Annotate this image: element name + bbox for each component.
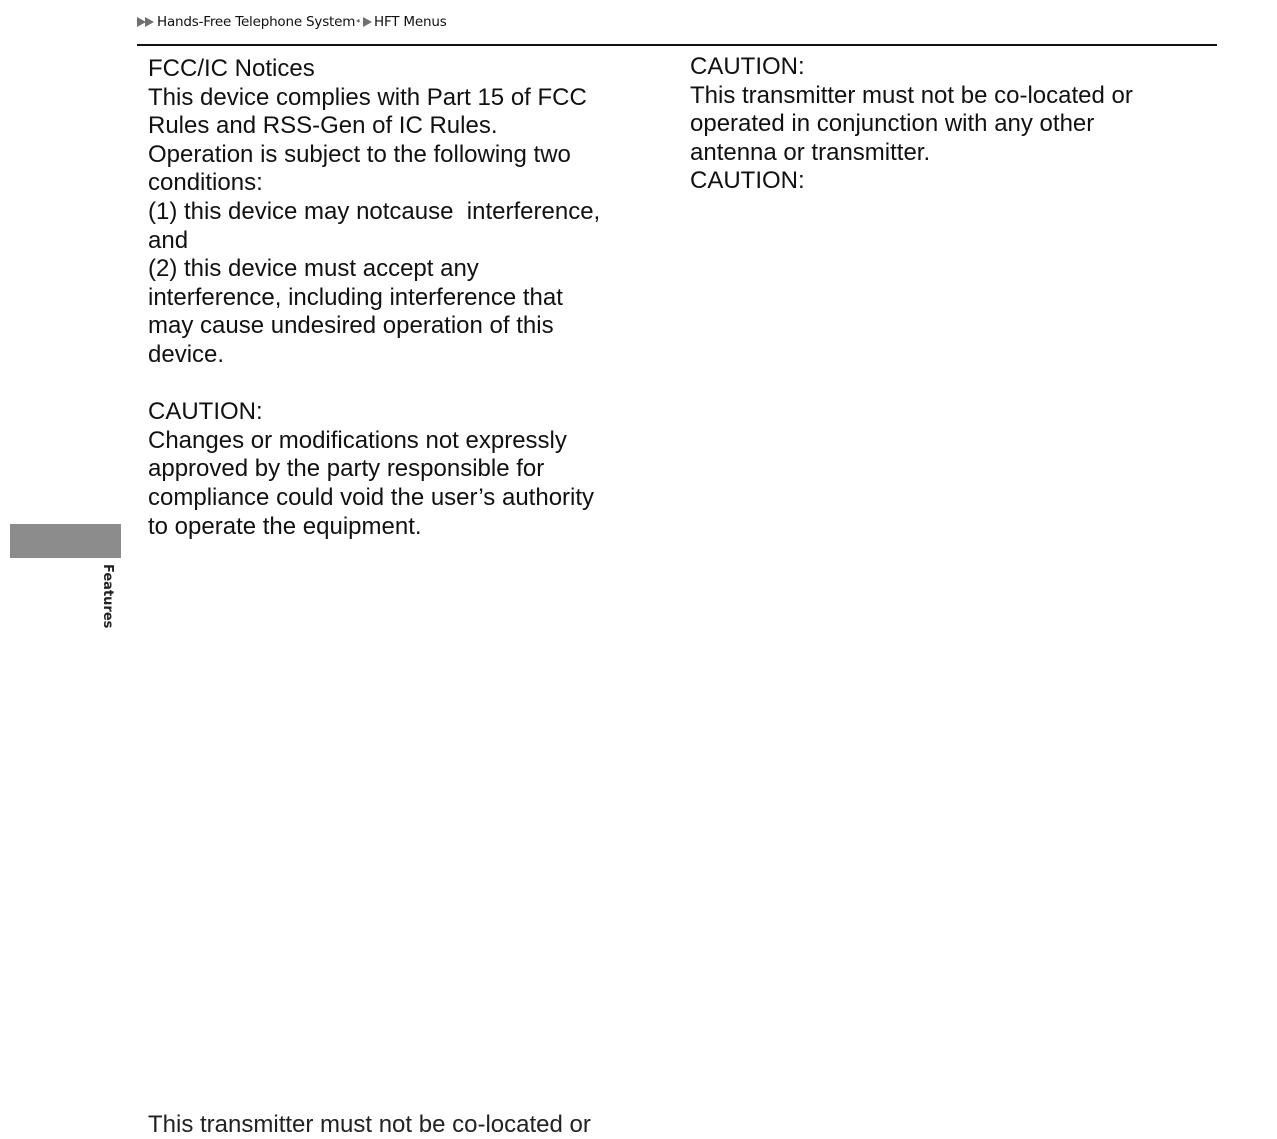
notices-heading: FCC/IC Notices xyxy=(148,55,315,82)
notice-line: and xyxy=(148,226,189,254)
notice-line: This device complies with Part 15 of FCC xyxy=(148,83,587,111)
notice-line: (2) this device must accept any xyxy=(148,255,479,283)
caution-line: This transmitter must not be co-located or xyxy=(690,81,1133,109)
section-tab-label: Features xyxy=(100,564,115,629)
breadcrumb-arrow-icon xyxy=(145,17,154,27)
notice-line: Operation is subject to the following two xyxy=(148,140,571,168)
caution-heading: CAUTION: xyxy=(690,53,805,80)
notice-line: (1) this device may notcause interference, xyxy=(148,197,601,225)
caution-line: approved by the party responsible for xyxy=(148,455,545,483)
breadcrumb-superscript: * xyxy=(356,17,361,27)
section-tab-marker xyxy=(10,524,121,558)
cutoff-footer-text: This transmitter must not be co-located or xyxy=(148,1111,591,1138)
caution-heading: CAUTION: xyxy=(148,398,263,426)
right-column xyxy=(690,53,1210,196)
header-rule xyxy=(137,44,1217,46)
caution-line: operated in conjunction with any other xyxy=(690,110,1095,138)
notice-line: may cause undesired operation of this xyxy=(148,312,554,340)
breadcrumb-page: HFT Menus xyxy=(374,14,447,30)
breadcrumb xyxy=(137,12,447,32)
notice-line: conditions: xyxy=(148,169,263,197)
caution-heading: CAUTION: xyxy=(690,167,805,195)
caution-line: compliance could void the user’s authority xyxy=(148,483,595,511)
caution-line: to operate the equipment. xyxy=(148,512,422,540)
notice-line: interference, including interference that xyxy=(148,283,563,311)
notice-line: Rules and RSS-Gen of IC Rules. xyxy=(148,112,498,140)
breadcrumb-separator-icon xyxy=(363,17,372,27)
caution-line: antenna or transmitter. xyxy=(690,138,931,166)
breadcrumb-section: Hands-Free Telephone System xyxy=(157,14,356,30)
notice-line: device. xyxy=(148,340,225,368)
caution-line: Changes or modifications not expressly xyxy=(148,426,567,454)
left-column xyxy=(148,55,648,541)
paragraph-gap xyxy=(148,370,648,399)
